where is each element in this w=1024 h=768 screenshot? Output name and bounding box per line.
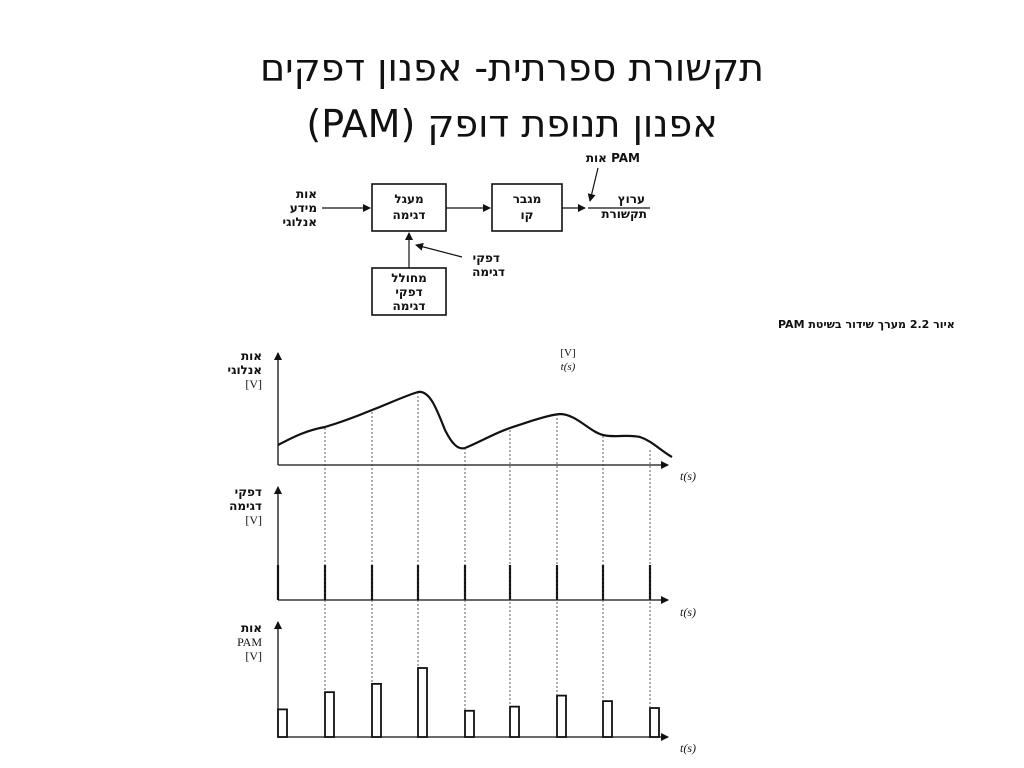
pam-signal-label: אות PAM [585,151,640,165]
legend-note-v: [V] [560,347,576,359]
title-line-1: תקשורת ספרתית- אפנון דפקים [259,46,765,90]
pam-pulses [278,668,659,737]
amplifier-line-1: מגבר [512,192,542,206]
analog-ylabel-3: [V] [245,377,262,391]
sample-pulses-pointer [416,245,462,257]
pulse-generator-box [372,268,446,315]
pam-xlabel: t(s) [680,741,696,755]
sampling-circuit-box [372,184,446,231]
pam-pulse [418,668,427,737]
pam-pulse [465,711,474,737]
pam-ylabel-3: [V] [245,649,262,663]
line-amplifier-box [492,184,562,231]
pam-pulse [650,708,659,737]
pam-ylabel-1: אות [240,621,262,635]
samples-ylabel-2: דגימה [229,499,262,513]
pam-pulse [557,696,566,737]
sample-pulses-plot [229,485,696,619]
sample-pulses-label-2: דגימה [472,265,505,279]
legend-note-t: t(s) [560,361,576,373]
pam-signal-pointer [590,168,598,201]
channel-label-2: תקשורת [601,207,647,221]
generator-line-3: דגימה [392,299,426,313]
pam-pulse [372,684,381,737]
pam-ylabel-2: PAM [237,635,262,649]
figure-caption: איור 2.2 מערך שידור בשיטת PAM [778,318,955,331]
analog-ylabel-1: אות [240,349,262,363]
samples-ylabel-3: [V] [245,513,262,527]
sample-spikes [278,565,650,600]
input-label-2: מידע [289,201,317,215]
block-diagram [283,151,955,331]
generator-line-1: מחולל [391,271,427,285]
sample-pulses-label-1: דפקי [472,251,500,265]
pam-pulse [603,701,612,737]
generator-line-2: דפקי [395,285,423,299]
sampling-guides [325,392,650,711]
amplifier-line-2: קו [520,208,534,222]
sampler-line-2: דגימה [392,208,426,222]
input-label-1: אות [295,187,317,201]
analog-signal-plot [228,349,696,483]
title-line-2: אפנון תנופת דופק (PAM) [306,102,718,146]
channel-label-1: ערוץ [617,192,645,206]
samples-ylabel-1: דפקי [234,485,262,499]
analog-waveform [278,392,672,457]
pam-signal-plot [237,621,696,755]
input-label-3: אנלוגי [282,215,317,229]
pam-pulse [325,692,334,737]
sampler-line-1: מעגל [394,192,424,206]
analog-ylabel-2: אנלוגי [227,363,262,377]
pam-pulse [278,709,287,737]
analog-xlabel: t(s) [680,469,696,483]
pam-pulse [510,707,519,737]
samples-xlabel: t(s) [680,605,696,619]
